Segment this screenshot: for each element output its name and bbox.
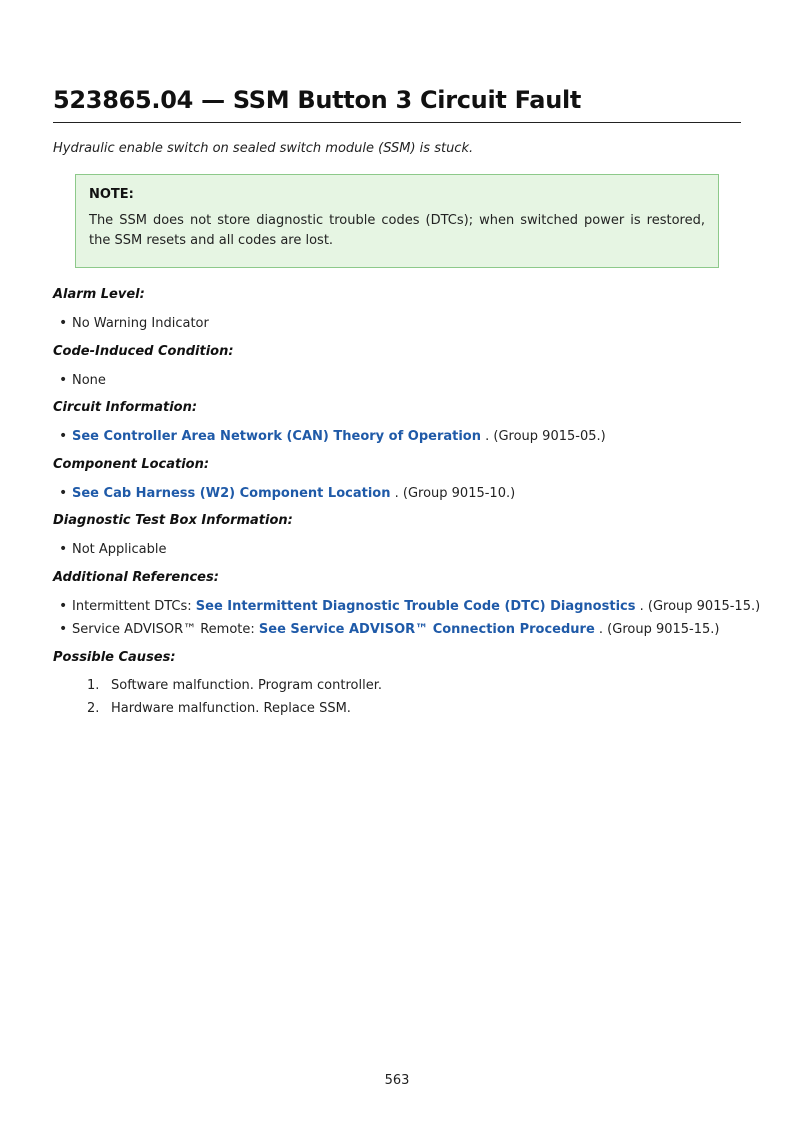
section-title-additional-refs: Additional References: bbox=[53, 570, 219, 585]
list-item-text: No Warning Indicator bbox=[72, 316, 209, 331]
list-item bbox=[59, 428, 606, 444]
page-number: 563 bbox=[384, 1073, 410, 1088]
list-item-text: Hardware malfunction. Replace SSM. bbox=[111, 701, 351, 716]
service-advisor-link[interactable]: See Service ADVISOR™ Connection Procedure bbox=[258, 622, 595, 637]
bullet-icon: • bbox=[59, 315, 68, 331]
circuit-info-link[interactable]: See Controller Area Network (CAN) Theory of Operation bbox=[72, 429, 481, 444]
section-title-diagnostic-box: Diagnostic Test Box Information: bbox=[53, 513, 293, 528]
list-item bbox=[59, 315, 209, 331]
section-title-code-induced: Code-Induced Condition: bbox=[53, 344, 234, 359]
note-text: The SSM does not store diagnostic trouble codes (DTCs); when switched power is restored, the SSM resets and all codes are lost. bbox=[89, 213, 705, 248]
list-item bbox=[59, 621, 719, 637]
title-divider bbox=[53, 122, 741, 123]
bullet-icon: • bbox=[59, 598, 68, 614]
page-title: 523865.04 — SSM Button 3 Circuit Fault bbox=[53, 86, 582, 114]
list-item bbox=[59, 598, 760, 614]
bullet-icon: • bbox=[59, 621, 68, 637]
list-item bbox=[87, 701, 351, 716]
section-title-component-location: Component Location: bbox=[53, 457, 210, 472]
list-item-text: Software malfunction. Program controller. bbox=[111, 678, 382, 693]
circuit-info-group: . (Group 9015-05.) bbox=[481, 429, 606, 444]
intermittent-dtc-link[interactable]: See Intermittent Diagnostic Trouble Code (DTC) Diagnostics bbox=[195, 599, 636, 614]
ref-prefix: Intermittent DTCs: bbox=[72, 599, 196, 614]
ref-group: . (Group 9015-15.) bbox=[635, 599, 761, 614]
list-item bbox=[59, 485, 515, 501]
bullet-icon: • bbox=[59, 485, 68, 501]
list-item-number: 2. bbox=[87, 701, 100, 716]
page-subtitle: Hydraulic enable switch on sealed switch module (SSM) is stuck. bbox=[53, 141, 474, 156]
bullet-icon: • bbox=[59, 541, 68, 557]
ref-group: . (Group 9015-15.) bbox=[594, 622, 720, 637]
list-item-text: Not Applicable bbox=[72, 542, 167, 557]
list-item bbox=[59, 541, 167, 557]
section-title-alarm-level: Alarm Level: bbox=[53, 287, 145, 302]
list-item bbox=[59, 372, 106, 388]
bullet-icon: • bbox=[59, 372, 68, 388]
list-item-text: None bbox=[72, 373, 106, 388]
section-title-possible-causes: Possible Causes: bbox=[53, 650, 176, 665]
component-location-link[interactable]: See Cab Harness (W2) Component Location bbox=[72, 486, 391, 501]
list-item-number: 1. bbox=[87, 678, 100, 693]
bullet-icon: • bbox=[59, 428, 68, 444]
note-label: NOTE: bbox=[89, 187, 134, 202]
list-item bbox=[87, 678, 382, 693]
section-title-circuit-info: Circuit Information: bbox=[53, 400, 198, 415]
component-location-group: . (Group 9015-10.) bbox=[390, 486, 516, 501]
ref-prefix: Service ADVISOR™ Remote: bbox=[72, 622, 259, 637]
note-box bbox=[75, 174, 719, 268]
